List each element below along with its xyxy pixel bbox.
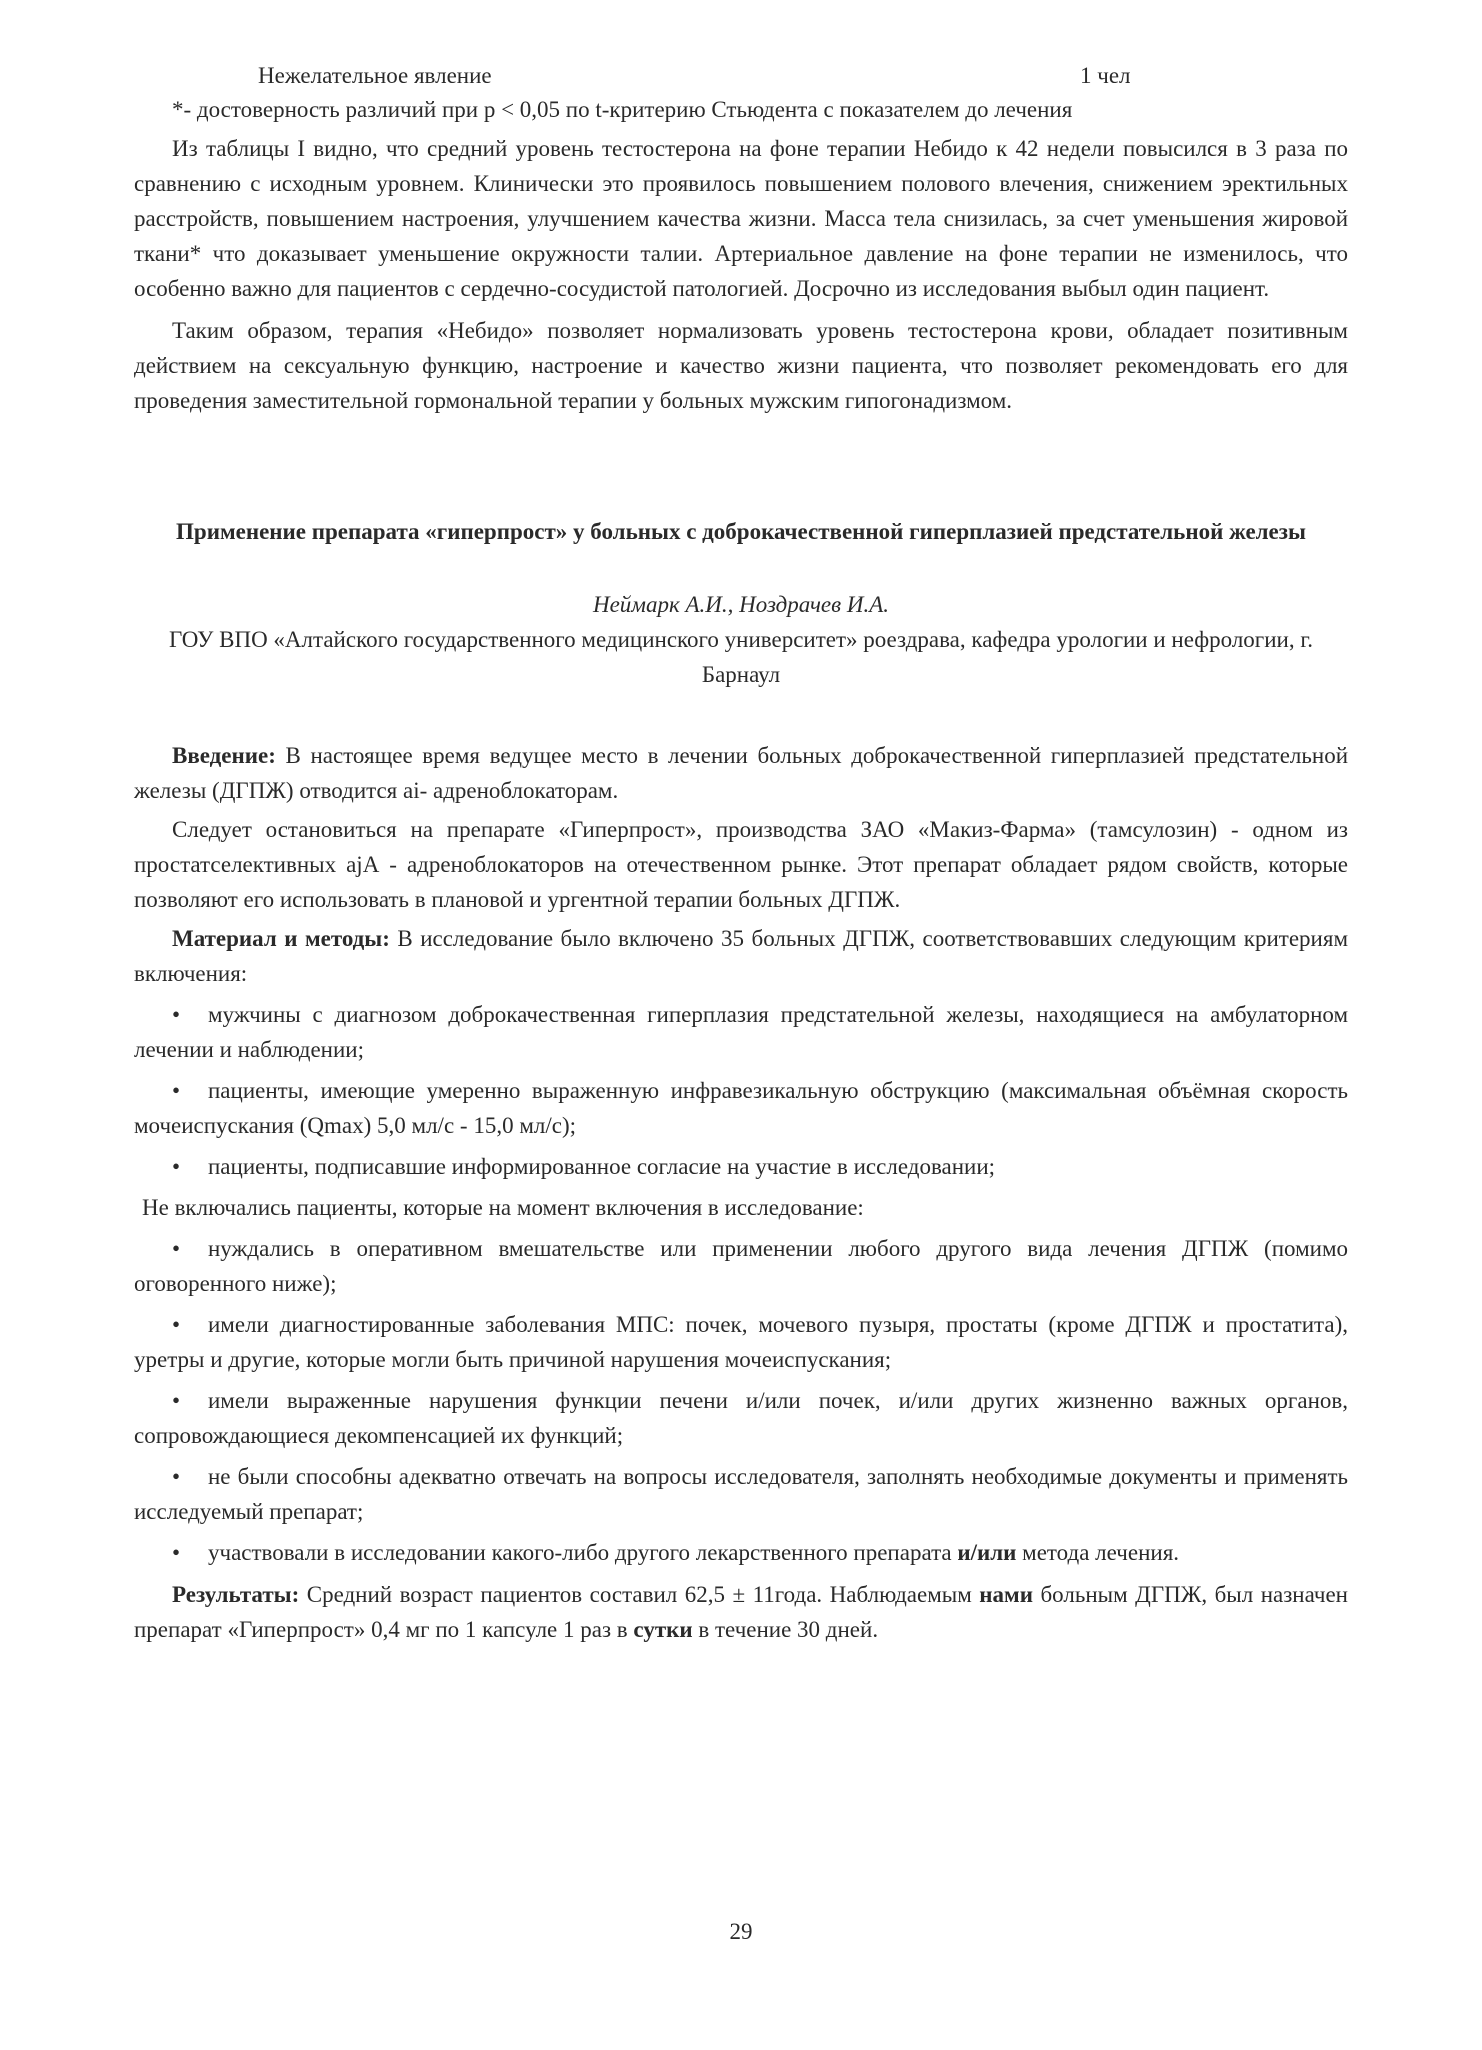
inclusion-text: мужчины с диагнозом доброкачественная гиперплазия предстательной железы, находящиеся на амбулаторном лечении и наблюдении; <box>134 1002 1348 1062</box>
bullet-icon: • <box>172 1312 181 1337</box>
exclusion-text-end: метода лечения. <box>1016 1540 1180 1565</box>
article-authors: Неймарк А.И., Ноздрачев И.А. <box>592 592 890 617</box>
results-paragraph <box>134 1577 1348 1647</box>
exclusion-item <box>134 1383 1348 1453</box>
bullet-icon: • <box>172 1388 181 1413</box>
table-row-value: 1 чел <box>1080 63 1131 88</box>
intro-label: Введение: <box>172 743 276 768</box>
bullet-icon: • <box>172 1078 181 1103</box>
table-footnote: *- достоверность различий при p < 0,05 по t-критерию Стьюдента с показателем до лечения <box>172 97 1073 122</box>
drug-paragraph: Следует остановиться на препарате «Гиперпрост», производства ЗАО «Макиз-Фарма» (тамсулозин) - одном из простатселективных ајА - адреноблокаторов на отечественном рынке. Этот препарат обладает рядом свойств, которые позволяют его использовать в плановой и ургентной терапии больных ДГПЖ. <box>134 817 1348 912</box>
bullet-icon: • <box>172 1236 181 1261</box>
exclusion-item <box>134 1307 1348 1377</box>
inclusion-item <box>134 1149 1348 1184</box>
results-bold: нами <box>979 1582 1033 1607</box>
exclusion-text: не были способны адекватно отвечать на вопросы исследователя, заполнять необходимые документы и применять исследуемый препарат; <box>134 1464 1348 1524</box>
exclusion-text: нуждались в оперативном вмешательстве или применении любого другого вида лечения ДГПЖ (помимо оговоренного ниже); <box>134 1236 1348 1296</box>
exclusion-item <box>134 1459 1348 1529</box>
article-title: Применение препарата «гиперпрост» у больных с доброкачественной гиперплазией предстательной железы <box>176 519 1306 544</box>
results-text: в течение 30 дней. <box>692 1617 879 1642</box>
bullet-icon: • <box>172 1002 181 1027</box>
bullet-icon: • <box>172 1540 181 1565</box>
bullet-icon: • <box>172 1464 181 1489</box>
exclusion-text: имели выраженные нарушения функции печени и/или почек, и/или других жизненно важных органов, сопровождающиеся декомпенсацией их функций; <box>134 1388 1348 1448</box>
results-bold: сутки <box>633 1617 693 1642</box>
intro-paragraph <box>134 738 1348 808</box>
document-page <box>134 58 1348 1647</box>
methods-text: В исследование было включено 35 больных ДГПЖ, соответствовавших следующим критериям включения: <box>134 926 1348 986</box>
exclusion-text: имели диагностированные заболевания МПС: почек, мочевого пузыря, простаты (кроме ДГПЖ и простатита), уретры и другие, которые могли быть причиной нарушения мочеиспускания; <box>134 1312 1348 1372</box>
exclusion-item <box>134 1535 1348 1570</box>
table-last-row <box>134 58 1348 92</box>
methods-label: Материал и методы: <box>172 926 390 951</box>
body-paragraph: Из таблицы I видно, что средний уровень тестостерона на фоне терапии Небидо к 42 недели повысился в 3 раза по сравнению с исходным уровнем. Клинически это проявилось повышением полового влечения, снижением эректильных расстройств, повышением настроения, улучшением качества жизни. Масса тела снизилась, за счет уменьшения жировой ткани* что доказывает уменьшение окружности талии. Артериальное давление на фоне терапии не изменилось, что особенно важно для пациентов с сердечно-сосудистой патологией. Досрочно из исследования выбыл один пациент. <box>134 136 1348 301</box>
inclusion-text: пациенты, подписавшие информированное согласие на участие в исследовании; <box>208 1154 996 1179</box>
methods-paragraph <box>134 921 1348 991</box>
results-text: Средний возраст пациентов составил 62,5 ± 11года. Наблюдаемым <box>299 1582 980 1607</box>
intro-text: В настоящее время ведущее место в лечении больных доброкачественной гиперплазией предстательной железы (ДГПЖ) отводится аі- адреноблокаторам. <box>134 743 1348 803</box>
results-label: Результаты: <box>172 1582 300 1607</box>
exclusion-intro: Не включались пациенты, которые на момент включения в исследование: <box>142 1195 864 1220</box>
inclusion-item <box>134 1073 1348 1143</box>
results-text: больным ДГПЖ, был назначен препарат «Гиперпрост» 0,4 мг по 1 капсуле 1 раз в <box>134 1582 1348 1642</box>
page-number: 29 <box>729 1919 753 1944</box>
exclusion-bold: и/или <box>957 1540 1017 1565</box>
article-affiliation: ГОУ ВПО «Алтайского государственного медицинского университет» роездрава, кафедра урологии и нефрологии, г. Барнаул <box>169 627 1313 687</box>
inclusion-text: пациенты, имеющие умеренно выраженную инфравезикальную обструкцию (максимальная объёмная скорость мочеиспускания (Qmax) 5,0 мл/с - 15,0 мл/с); <box>134 1078 1348 1138</box>
conclusion-paragraph: Таким образом, терапия «Небидо» позволяет нормализовать уровень тестостерона крови, обладает позитивным действием на сексуальную функцию, настроение и качество жизни пациента, что позволяет рекомендовать его для проведения заместительной гормональной терапии у больных мужским гипогонадизмом. <box>134 318 1348 413</box>
inclusion-item <box>134 997 1348 1067</box>
exclusion-item <box>134 1231 1348 1301</box>
exclusion-text: участвовали в исследовании какого-либо другого лекарственного препарата <box>208 1540 958 1565</box>
bullet-icon: • <box>172 1154 181 1179</box>
table-row-label: Нежелательное явление <box>258 63 492 88</box>
